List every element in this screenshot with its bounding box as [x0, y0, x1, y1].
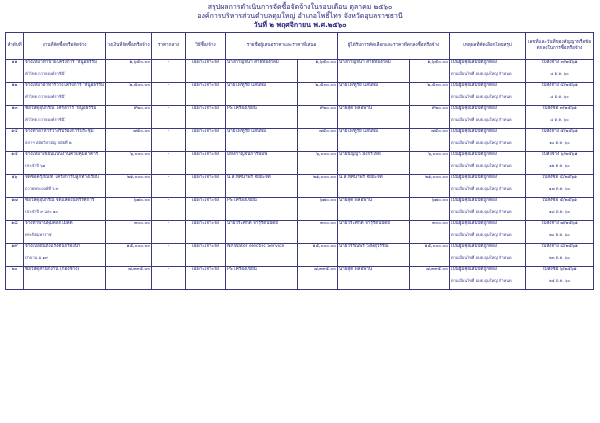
cell-text: เป็นผู้มีคุณสมบัติถูกต้อง [451, 267, 497, 272]
cell-text: เป็นผู้มีคุณสมบัติถูกต้อง [451, 244, 497, 249]
header-cell: เหตุผลที่คัดเลือกโดยสรุป [450, 33, 526, 60]
table-cell [186, 267, 226, 290]
cell-text: นางกาญจนา สายทองกลม [227, 60, 279, 65]
table-cell [450, 198, 526, 221]
cell-text: เฉพาะเจาะจง [191, 60, 220, 65]
cell-subtext: ๑๘ ต.ค. ๖๐ [549, 209, 570, 214]
table-cell [24, 60, 106, 83]
table-cell [410, 221, 450, 244]
table-cell [24, 244, 106, 267]
table-cell [152, 267, 186, 290]
table-cell [226, 221, 298, 244]
table-cell [186, 106, 226, 129]
table-cell [6, 129, 24, 152]
cell-subtext: ตามเงื่อนไขที่ อบต.ดุมใหญ่ กำหนด [451, 255, 512, 260]
cell-text: เป็นผู้มีคุณสมบัติถูกต้อง [451, 198, 497, 203]
table-cell [526, 129, 594, 152]
table-cell [186, 60, 226, 83]
cell-text: ๒๑,๐๐๐.๐๐ [313, 175, 336, 180]
table-cell [450, 129, 526, 152]
cell-subtext: ค่ำไทย ถวายองค์ราชินี' [25, 94, 66, 99]
cell-subtext: ประจำปี ๙ และ ๑๐ [25, 209, 58, 214]
cell-text: ๙๒๐.๐๐ [431, 106, 448, 111]
table-cell [24, 129, 106, 152]
cell-subtext: ตามเงื่อนไขที่ อบต.ดุมใหญ่ กำหนด [451, 163, 512, 168]
cell-text: ๑,๖๕๐.๐๐ [427, 60, 448, 65]
cell-text: จัดซื้อครุภัณฑ์ โครงการปลูกทางเรียบ [25, 175, 99, 180]
cell-text: ๑๕,๐๐๐.๐๐ [424, 244, 448, 249]
table-cell [24, 106, 106, 129]
table-cell [186, 175, 226, 198]
cell-subtext: ตามเงื่อนไขที่ อบต.ดุมใหญ่ กำหนด [451, 117, 512, 122]
cell-text: ๑๘ [11, 221, 18, 226]
table-cell [226, 198, 298, 221]
header-cell: วิธีซื้อ/จ้าง [186, 33, 226, 60]
table-cell [6, 198, 24, 221]
cell-text: - [167, 244, 170, 249]
cell-text: ๑๓ [11, 106, 18, 111]
table-row [6, 198, 594, 221]
cell-text: จ้างเหมาทำป้ายโครงการ 'หนูอธรรม [25, 60, 98, 65]
cell-subtext: ตามเงื่อนไขที่ อบต.ดุมใหญ่ กำหนด [451, 186, 512, 191]
table-cell [338, 129, 410, 152]
header-cell: ราคากลาง [152, 33, 186, 60]
table-row [6, 221, 594, 244]
cell-subtext: ตามเงื่อนไขที่ อบต.ดุมใหญ่ กำหนด [451, 94, 512, 99]
table-cell [106, 221, 152, 244]
cell-text: ๑๔ [11, 129, 18, 134]
table-cell [6, 106, 24, 129]
table-cell [410, 129, 450, 152]
table-cell [450, 60, 526, 83]
cell-text: นายไพฑูรย์ แสนพิม [339, 129, 379, 134]
cell-text: ๑๙ [11, 244, 18, 249]
table-cell [152, 221, 186, 244]
cell-text: ๗,๓๓๕.๐๐ [426, 267, 448, 272]
cell-text: ๑๗ [11, 198, 18, 203]
cell-subtext: ๒๓ ต.ค. ๖๐ [549, 255, 570, 260]
cell-subtext: ถวายพระองค์ที่ ร.๙ [25, 186, 59, 191]
table-cell [152, 244, 186, 267]
table-cell [106, 106, 152, 129]
header-cell: เลขที่และวันที่ของสัญญาหรือข้อตกลงในการซื้อหรือจ้าง [526, 33, 594, 60]
cell-text: ๖,๐๐๐.๐๐ [130, 152, 150, 157]
cell-text: ๖,๐๐๐.๐๐ [428, 152, 448, 157]
cell-subtext: ประจำปี ๖๑ [25, 163, 46, 168]
table-cell [152, 152, 186, 175]
cell-text: ๙๒๐.๐๐ [133, 106, 150, 111]
cell-text: - [167, 198, 170, 203]
cell-text: ๓๐๐.๐๐ [320, 221, 336, 226]
cell-text: ๗๕๐.๐๐ [431, 129, 448, 134]
table-cell [186, 83, 226, 106]
cell-text: ใบสั่งซื้อ ๖/๒๕๖๑ [542, 267, 577, 272]
cell-text: นายไพฑูรย์ แสนพิม [227, 129, 267, 134]
cell-text: เฉพาะเจาะจง [191, 129, 220, 134]
table-cell [298, 244, 338, 267]
table-cell [410, 175, 450, 198]
cell-subtext: ตามเงื่อนไขที่ อบต.ดุมใหญ่ กำหนด [451, 232, 512, 237]
table-cell [410, 106, 450, 129]
table-cell [226, 129, 298, 152]
cell-text: ๑๖ [11, 175, 18, 180]
table-cell [526, 60, 594, 83]
table-cell [186, 129, 226, 152]
table-cell [526, 244, 594, 267]
cell-subtext: ๔ ต.ค. ๖๐ [550, 117, 569, 122]
cell-text: นายวีระศักดิ์ จารุรัตนปัตย์ [227, 221, 278, 226]
cell-text: เฉพาะเจาะจง [191, 267, 220, 272]
cell-subtext: ค่ำไทย ถวายองค์ราชินี' [25, 71, 66, 76]
cell-text: ใบสั่งซื้อ ๕/๒๕๖๑ [542, 198, 577, 203]
table-cell [298, 267, 338, 290]
table-cell [450, 152, 526, 175]
table-cell [152, 60, 186, 83]
table-cell [450, 106, 526, 129]
table-cell [298, 106, 338, 129]
cell-subtext: สภาฯ สมัยวิสามัญ สมัยที่ ๒ [25, 140, 72, 145]
table-cell [6, 83, 24, 106]
cell-text: ๓๐๐.๐๐ [432, 221, 448, 226]
table-cell [338, 244, 410, 267]
table-cell [152, 175, 186, 198]
table-cell [6, 175, 24, 198]
cell-text: เป็นผู้มีคุณสมบัติถูกต้อง [451, 60, 497, 65]
table-row [6, 175, 594, 198]
table-cell [226, 106, 298, 129]
table-cell [226, 244, 298, 267]
procurement-table [5, 32, 594, 290]
cell-subtext: ตามเงื่อนไขที่ อบต.ดุมใหญ่ กำหนด [451, 71, 512, 76]
table-cell [106, 198, 152, 221]
table-cell [226, 83, 298, 106]
table-cell [526, 83, 594, 106]
cell-text: PS เครื่องเขียน [227, 198, 257, 203]
cell-text: เฉพาะเจาะจง [191, 106, 220, 111]
table-cell [338, 106, 410, 129]
table-cell [410, 152, 450, 175]
cell-text: เป็นผู้มีคุณสมบัติถูกต้อง [451, 83, 497, 88]
cell-text: เป็นผู้มีคุณสมบัติถูกต้อง [451, 106, 497, 111]
cell-text: จ้างเหมาอาหารว่างโครงการ 'หนูอธรรม [25, 83, 105, 88]
table-cell [338, 198, 410, 221]
cell-text: นายสุดี พลอพาน [339, 267, 373, 272]
cell-text: เฉพาะเจาะจง [191, 244, 220, 249]
table-cell [338, 267, 410, 290]
cell-text: น.ส.ทัศนาพร จัยยะจิต [339, 175, 383, 180]
cell-text: ใบสั่งจ้าง ๖/๒๕๖๑ [541, 152, 578, 157]
table-cell [226, 152, 298, 175]
table-cell [338, 83, 410, 106]
cell-subtext: ตามเงื่อนไขที่ อบต.ดุมใหญ่ กำหนด [451, 278, 512, 283]
cell-text: เป็นผู้มีคุณสมบัติถูกต้อง [451, 152, 497, 157]
cell-subtext: ตามเงื่อนไขที่ อบต.ดุมใหญ่ กำหนด [451, 209, 512, 214]
table-cell [410, 60, 450, 83]
cell-text: ๒,๕๐๐.๐๐ [129, 83, 150, 88]
document-title: สรุปผลการดำเนินการจัดซื้อจัดจ้างในรอบเดือน ตุลาคม ๒๕๖๐ [207, 3, 393, 11]
cell-text: ๒๐ [11, 267, 18, 272]
table-cell [526, 106, 594, 129]
table-cell [298, 60, 338, 83]
cell-text: เฉพาะเจาะจง [191, 198, 220, 203]
table-cell [450, 175, 526, 198]
table-cell [526, 198, 594, 221]
cell-subtext: ๑๗ ต.ค. ๖๐ [549, 186, 570, 191]
cell-text: ๑๑ [11, 60, 18, 65]
table-cell [24, 152, 106, 175]
cell-text: - [167, 83, 170, 88]
table-cell [450, 221, 526, 244]
cell-text: จ้างเหมาเขียนแบบงานควบคุมอาคาร [25, 152, 99, 157]
table-cell [6, 244, 24, 267]
table-row [6, 60, 594, 83]
cell-text: ๑๕,๐๐๐.๐๐ [312, 244, 336, 249]
table-cell [410, 198, 450, 221]
table-row [6, 267, 594, 290]
table-cell [6, 152, 24, 175]
cell-subtext: ๒๐ ต.ค. ๖๐ [549, 232, 570, 237]
cell-text: ใบสั่งจ้าง ๗/๒๕๖๑ [541, 221, 578, 226]
table-cell [106, 244, 152, 267]
table-row [6, 106, 594, 129]
table-cell [450, 244, 526, 267]
table-cell [226, 60, 298, 83]
cell-text: - [167, 221, 170, 226]
table-cell [338, 152, 410, 175]
table-cell [106, 129, 152, 152]
cell-text: ๒,๕๐๐.๐๐ [427, 83, 448, 88]
cell-text: ใบสั่งซื้อ ๓/๒๕๖๑ [542, 106, 577, 111]
document-date: วันที่ ๒ พฤศจิกายน พ.ศ.๒๕๖๐ [253, 21, 347, 29]
header-row [6, 33, 594, 60]
cell-subtext: ๔ ต.ค. ๖๐ [550, 71, 569, 76]
table-cell [298, 83, 338, 106]
table-cell [24, 83, 106, 106]
organization-line: องค์การบริหารส่วนตำบลดุมใหญ่ อำเภอโพธิ์ไทร จังหวัดอุบลราชธานี [197, 12, 403, 20]
cell-text: ซื้อวัสดุอุปกรณ์ โครงการ 'หนูอธรรม [25, 106, 97, 111]
table-cell [186, 244, 226, 267]
cell-text: ๑,๖๕๐.๐๐ [315, 60, 336, 65]
table-cell [410, 83, 450, 106]
table-cell [152, 83, 186, 106]
header-cell: ผู้ได้รับการคัดเลือกและราคาที่ตกลงซื้อหรือจ้าง [338, 33, 450, 60]
cell-text: ๑๕,๐๐๐.๐๐ [126, 244, 150, 249]
cell-text: จ้างเปลี่ยนถังแรงดันกรองน้ำ [25, 244, 81, 249]
cell-text: จ้างทำพานพุ่มดอกไม้สด [25, 221, 73, 226]
cell-text: ๑,๖๕๐.๐๐ [129, 60, 150, 65]
cell-text: ๗,๓๓๕.๐๐ [128, 267, 150, 272]
cell-text: เฉพาะเจาะจง [191, 83, 220, 88]
cell-text: - [167, 152, 170, 157]
cell-text: - [167, 106, 170, 111]
cell-text: ใบสั่งจ้าง ๕/๒๕๖๑ [541, 129, 578, 134]
table-cell [106, 175, 152, 198]
cell-text: ใบสั่งจ้าง ๓/๒๕๖๑ [541, 60, 578, 65]
cell-subtext: ๑๒ ต.ค. ๖๐ [549, 163, 570, 168]
cell-text: นางกาญจนา สายทองกลม [339, 60, 391, 65]
cell-text: ๗๕๐.๐๐ [319, 129, 336, 134]
cell-text: - [167, 60, 170, 65]
table-row [6, 244, 594, 267]
cell-text: ๙๒๐.๐๐ [319, 106, 336, 111]
cell-text: นายวรรณพร วงษ์สุวรรณ [339, 244, 389, 249]
cell-text: น.ส.ทัศนาพร จัยยะจิต [227, 175, 271, 180]
cell-text: เป็นผู้มีคุณสมบัติถูกต้อง [451, 175, 497, 180]
header-cell: รายชื่อผู้เสนอราคาและราคาที่เสนอ [226, 33, 338, 60]
cell-text: ๒๑,๐๐๐.๐๐ [127, 175, 150, 180]
table-cell [152, 198, 186, 221]
table-cell [186, 221, 226, 244]
cell-text: ๖๗๐.๐๐ [319, 198, 336, 203]
table-cell [410, 244, 450, 267]
table-cell [298, 198, 338, 221]
cell-text: นายสุดี พลอพาน [339, 106, 373, 111]
cell-subtext: พระปิยมหาราช [25, 232, 52, 237]
table-cell [526, 152, 594, 175]
cell-text: นายวีระศักดิ์ จารุรัตนปัตย์ [339, 221, 390, 226]
cell-text: ๗,๓๓๕.๐๐ [314, 267, 336, 272]
header-cell: ลำดับที่ [6, 33, 24, 60]
table-cell [6, 221, 24, 244]
cell-subtext: ป่าบาน ม.๑๙ [25, 255, 48, 260]
cell-subtext: ๔ ต.ค. ๖๐ [550, 94, 569, 99]
cell-text: เป็นผู้มีคุณสมบัติถูกต้อง [451, 129, 497, 134]
table-cell [186, 198, 226, 221]
table-cell [6, 267, 24, 290]
table-cell [410, 267, 450, 290]
table-cell [152, 129, 186, 152]
table-row [6, 152, 594, 175]
cell-text: PS เครื่องเขียน [227, 106, 257, 111]
table-cell [6, 60, 24, 83]
table-cell [338, 60, 410, 83]
cell-subtext: ตามเงื่อนไขที่ อบต.ดุมใหญ่ กำหนด [451, 140, 512, 145]
cell-subtext: ๒๕ ต.ค. ๖๐ [548, 278, 570, 283]
table-cell [450, 267, 526, 290]
table-cell [338, 221, 410, 244]
table-cell [338, 175, 410, 198]
table-cell [106, 267, 152, 290]
cell-subtext: ค่ำไทย ถวายองค์ราชินี' [25, 117, 66, 122]
table-row [6, 83, 594, 106]
table-cell [24, 198, 106, 221]
cell-text: ๑๒ [11, 83, 18, 88]
cell-text: ใบสั่งจ้าง ๘/๒๕๖๑ [541, 244, 578, 249]
cell-text: NP.Water electric Service [227, 244, 285, 249]
cell-text: เป็นผู้มีคุณสมบัติถูกต้อง [451, 221, 497, 226]
table-cell [298, 221, 338, 244]
cell-text: นายไพฑูรย์ แสนพิม [227, 83, 267, 88]
table-cell [526, 267, 594, 290]
cell-text: ๗๕๐.๐๐ [133, 129, 150, 134]
cell-text: จ้างทำอาหารว่างรับรองการประชุม [25, 129, 94, 134]
cell-text: - [167, 267, 170, 272]
cell-text: - [167, 129, 170, 134]
table-cell [450, 83, 526, 106]
cell-text: ๒,๕๐๐.๐๐ [315, 83, 336, 88]
cell-text: ซื้อวัสดุสำนักงาน (กองช่าง) [25, 267, 80, 272]
cell-text: PS เครื่องเขียน [227, 267, 257, 272]
cell-text: ๖๗๐.๐๐ [133, 198, 150, 203]
cell-text: ๒๑,๐๐๐.๐๐ [425, 175, 448, 180]
header-cell: วงเงินที่จัดซื้อหรือจ้าง [106, 33, 152, 60]
cell-text: ๑๕ [11, 152, 18, 157]
table-cell [226, 267, 298, 290]
table-cell [106, 60, 152, 83]
table-cell [24, 267, 106, 290]
cell-text: เฉพาะเจาะจง [191, 152, 220, 157]
cell-text: - [167, 175, 170, 180]
cell-text: เฉพาะเจาะจง [191, 221, 220, 226]
cell-text: ซื้อวัสดุอุปกรณ์ จัดแสดงนิทรรศการ [25, 198, 95, 203]
table-cell [226, 175, 298, 198]
cell-text: นายสุดี พลอพาน [339, 198, 373, 203]
table-cell [298, 129, 338, 152]
cell-text: ๓๐๐.๐๐ [134, 221, 150, 226]
table-cell [24, 221, 106, 244]
table-cell [106, 83, 152, 106]
table-cell [106, 152, 152, 175]
cell-text: ๖๗๐.๐๐ [431, 198, 448, 203]
table-row [6, 129, 594, 152]
cell-text: ใบสั่งจ้าง ๔/๒๕๖๑ [541, 83, 578, 88]
table-cell [298, 152, 338, 175]
cell-text: นายปัญญา มังกรไทย [339, 152, 381, 157]
cell-subtext: ๑๐ ต.ค. ๖๐ [549, 140, 570, 145]
table-cell [152, 106, 186, 129]
cell-text: ใบสั่งซื้อ ๔/๒๕๖๑ [542, 175, 577, 180]
table-cell [526, 175, 594, 198]
table-cell [526, 221, 594, 244]
cell-text: ๖,๐๐๐.๐๐ [316, 152, 336, 157]
table-cell [186, 152, 226, 175]
cell-text: เฉพาะเจาะจง [191, 175, 220, 180]
header-cell: งานที่จัดซื้อหรือจัดจ้าง [24, 33, 106, 60]
table-cell [24, 175, 106, 198]
table-cell [298, 175, 338, 198]
cell-text: นายไพฑูรย์ แสนพิม [339, 83, 379, 88]
cell-text: มหิงกาญจน์การพิมพ์ [227, 152, 268, 157]
